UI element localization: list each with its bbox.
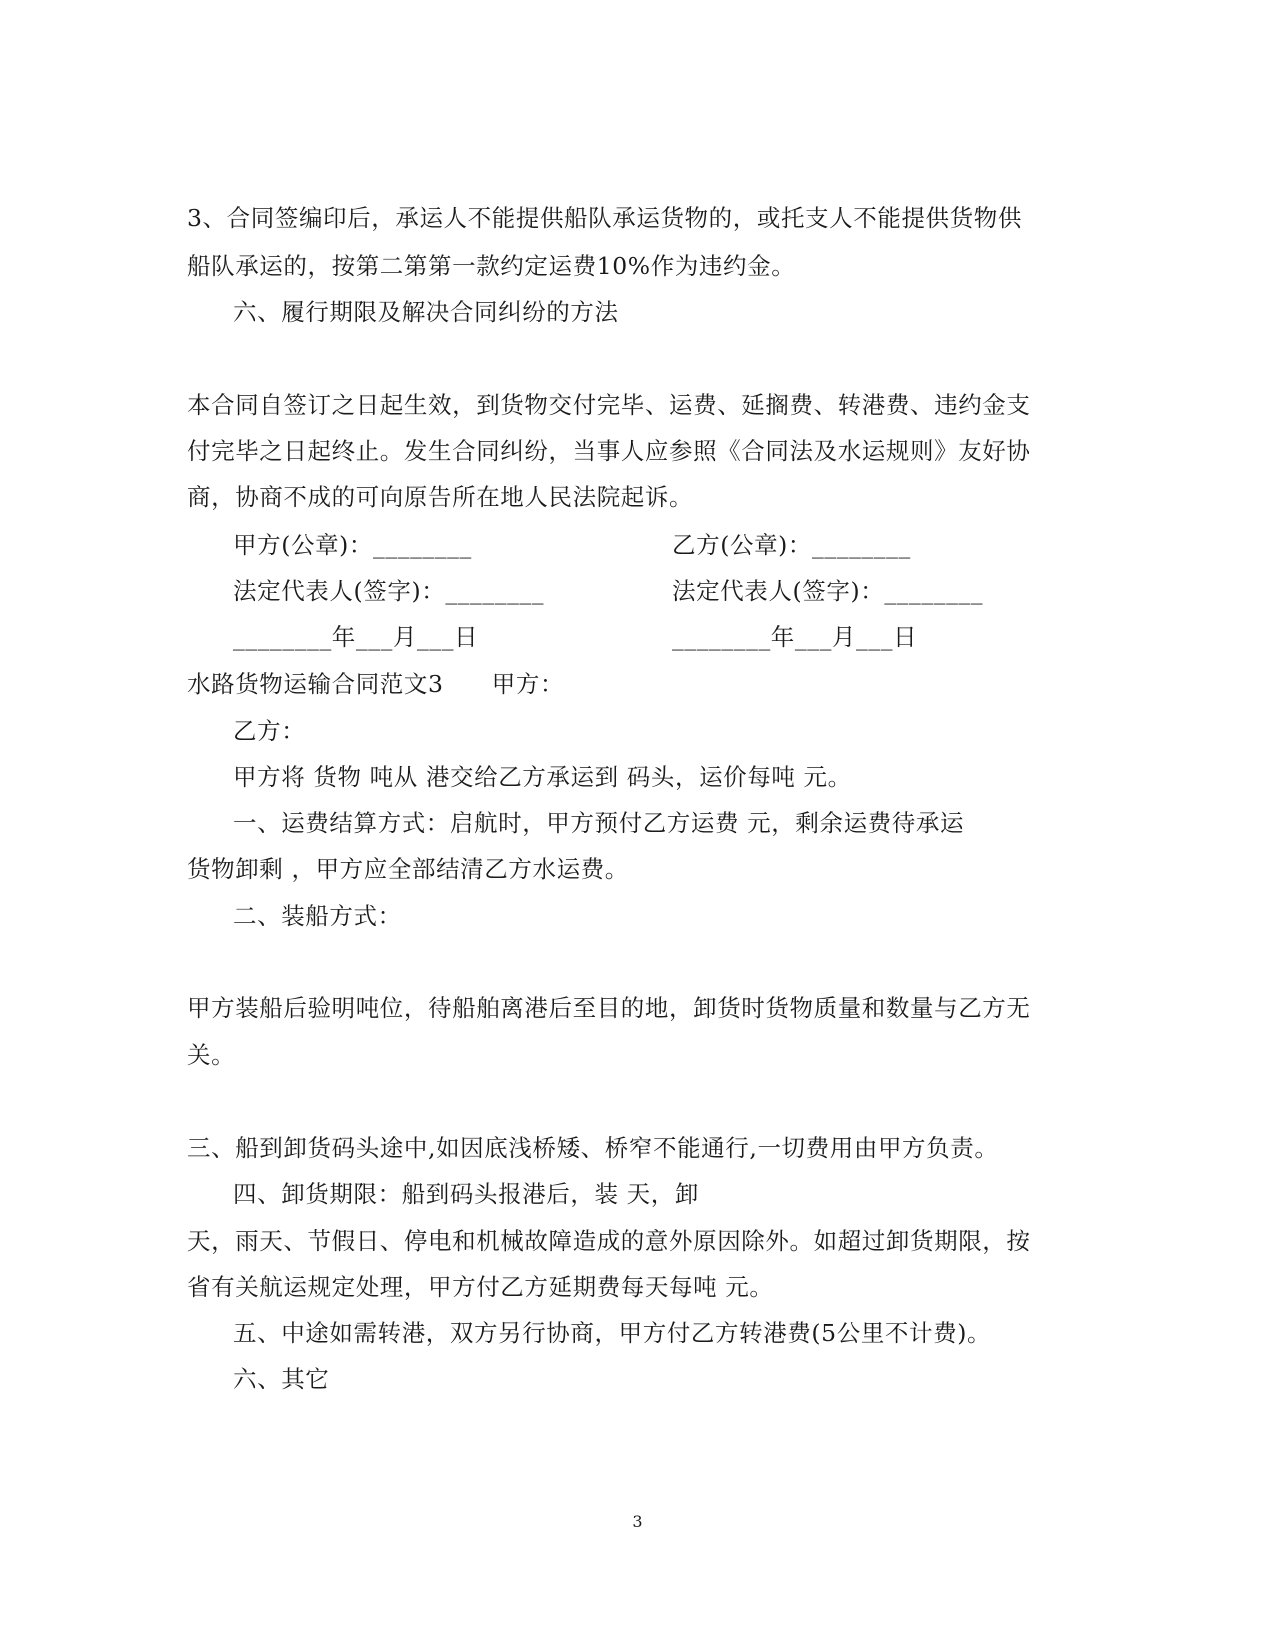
- section-heading: 五、中途如需转港，双方另行协商，甲方付乙方转港费(5公里不计费)。: [233, 1319, 992, 1347]
- paragraph-line: 本合同自签订之日起生效，到货物交付完毕、运费、延搁费、转港费、违约金支: [187, 391, 1031, 419]
- paragraph-line: 货物卸剩 ，甲方应全部结清乙方水运费。: [187, 855, 629, 883]
- document-title-line: 水路货物运输合同范文3 甲方：: [187, 670, 565, 698]
- section-heading: 六、其它: [233, 1365, 330, 1393]
- paragraph-line: 天，雨天、节假日、停电和机械故障造成的意外原因除外。如超过卸货期限，按: [187, 1227, 1031, 1255]
- section-heading: 一、运费结算方式：启航时，甲方预付乙方运费 元，剩余运费待承运: [233, 809, 965, 837]
- page-number: 3: [632, 1512, 643, 1531]
- section-heading: 六、履行期限及解决合同纠纷的方法: [233, 298, 619, 326]
- paragraph-line: 甲方装船后验明吨位，待船舶离港后至目的地，卸货时货物质量和数量与乙方无: [187, 994, 1031, 1022]
- paragraph-line: 关。: [187, 1041, 236, 1069]
- section-heading: 三、船到卸货码头途中,如因底浅桥矮、桥窄不能通行,一切费用由甲方负责。: [187, 1134, 999, 1162]
- party-b-representative-field: 法定代表人(签字)：________: [672, 577, 984, 605]
- paragraph-line: 甲方将 货物 吨从 港交给乙方承运到 码头，运价每吨 元。: [233, 763, 852, 791]
- section-heading: 四、卸货期限：船到码头报港后，装 天，卸: [233, 1180, 699, 1208]
- paragraph-line: 船队承运的，按第二第第一款约定运费10%作为违约金。: [187, 252, 796, 280]
- paragraph-line: 乙方：: [233, 717, 306, 745]
- paragraph-line: 付完毕之日起终止。发生合同纠纷，当事人应参照《合同法及水运规则》友好协: [187, 437, 1031, 465]
- party-b-date-field: ________年___月___日: [672, 623, 918, 651]
- party-b-seal-field: 乙方(公章)：________: [672, 531, 911, 559]
- party-a-representative-field: 法定代表人(签字)：________: [233, 577, 545, 605]
- party-a-date-field: ________年___月___日: [233, 623, 479, 651]
- section-heading: 二、装船方式：: [233, 902, 402, 930]
- paragraph-line: 商，协商不成的可向原告所在地人民法院起诉。: [187, 483, 694, 511]
- paragraph-line: 省有关航运规定处理，甲方付乙方延期费每天每吨 元。: [187, 1273, 774, 1301]
- paragraph-line: 3、合同签编印后，承运人不能提供船队承运货物的，或托支人不能提供货物供: [187, 204, 1022, 232]
- party-a-seal-field: 甲方(公章)：________: [233, 531, 472, 559]
